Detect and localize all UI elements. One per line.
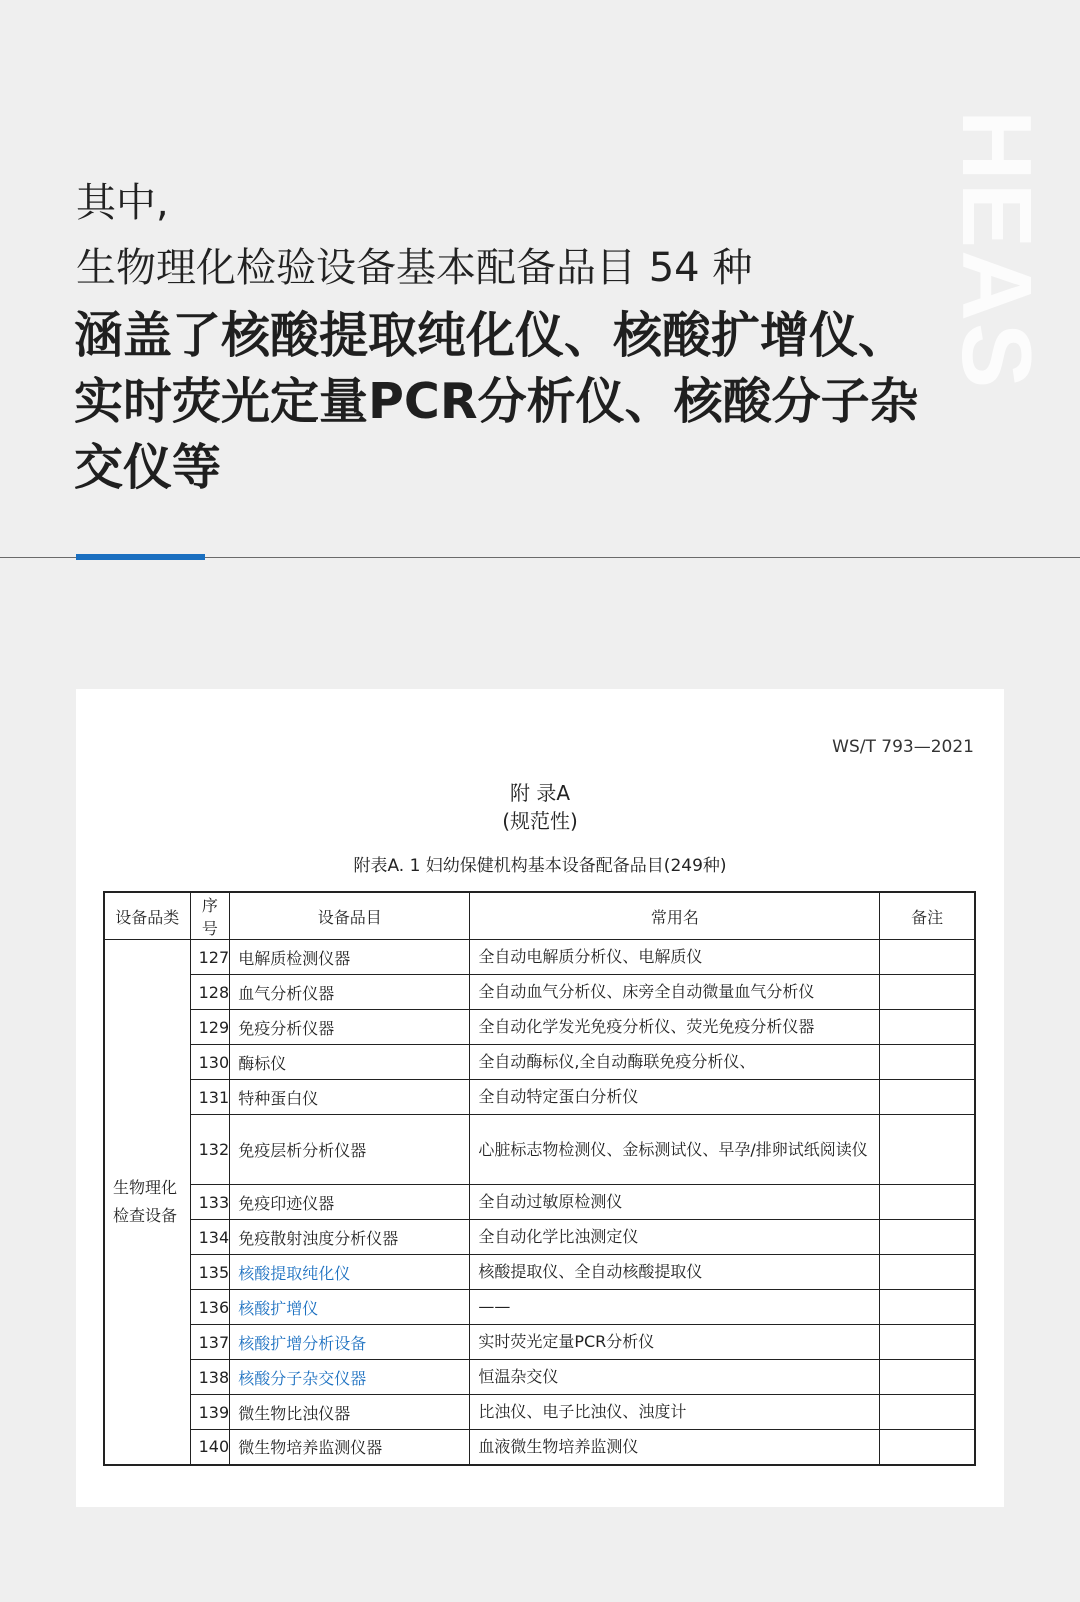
table-title: 附表A. 1 妇幼保健机构基本设备配备品目(249种) bbox=[353, 856, 727, 876]
remarks-cell bbox=[880, 1185, 975, 1220]
equipment-item: 血气分析仪器 bbox=[230, 975, 470, 1010]
remarks-cell bbox=[880, 1325, 975, 1360]
table-body bbox=[104, 940, 975, 1465]
table-row bbox=[104, 1220, 975, 1255]
row-number: 129 bbox=[190, 1010, 230, 1045]
table-row bbox=[104, 1395, 975, 1430]
common-name: 恒温杂交仪 bbox=[470, 1360, 880, 1395]
headline: 涵盖了核酸提取纯化仪、核酸扩增仪、实时荧光定量PCR分析仪、核酸分子杂交仪等 bbox=[74, 307, 919, 496]
equipment-item: 免疫层析分析仪器 bbox=[230, 1115, 470, 1185]
common-name: 全自动酶标仪,全自动酶联免疫分析仪、 bbox=[470, 1045, 880, 1080]
common-name: 全自动化学发光免疫分析仪、荧光免疫分析仪器 bbox=[470, 1010, 880, 1045]
remarks-cell bbox=[880, 1115, 975, 1185]
table-row bbox=[104, 1430, 975, 1465]
common-name: 核酸提取仪、全自动核酸提取仪 bbox=[470, 1255, 880, 1290]
table-row bbox=[104, 1080, 975, 1115]
row-number: 140 bbox=[190, 1430, 230, 1465]
row-number: 133 bbox=[190, 1185, 230, 1220]
common-name: 全自动血气分析仪、床旁全自动微量血气分析仪 bbox=[470, 975, 880, 1010]
table-row bbox=[104, 1045, 975, 1080]
table-row bbox=[104, 1325, 975, 1360]
common-name: 比浊仪、电子比浊仪、浊度计 bbox=[470, 1395, 880, 1430]
common-name: 全自动化学比浊测定仪 bbox=[470, 1220, 880, 1255]
row-number: 138 bbox=[190, 1360, 230, 1395]
row-number: 131 bbox=[190, 1080, 230, 1115]
row-number: 128 bbox=[190, 975, 230, 1010]
remarks-cell bbox=[880, 975, 975, 1010]
equipment-item-highlighted: 核酸扩增仪 bbox=[230, 1290, 470, 1325]
heas-watermark: HEAS bbox=[942, 110, 1052, 391]
equipment-item-highlighted: 核酸分子杂交仪器 bbox=[230, 1360, 470, 1395]
remarks-cell bbox=[880, 1360, 975, 1395]
equipment-item: 免疫分析仪器 bbox=[230, 1010, 470, 1045]
equipment-item: 免疫印迹仪器 bbox=[230, 1185, 470, 1220]
table-row bbox=[104, 1010, 975, 1045]
column-header-number: 序号 bbox=[190, 892, 230, 940]
remarks-cell bbox=[880, 1395, 975, 1430]
column-header-item: 设备品目 bbox=[230, 892, 470, 940]
table-row bbox=[104, 1115, 975, 1185]
equipment-item-highlighted: 核酸扩增分析设备 bbox=[230, 1325, 470, 1360]
remarks-cell bbox=[880, 1430, 975, 1465]
row-number: 135 bbox=[190, 1255, 230, 1290]
remarks-cell bbox=[880, 1255, 975, 1290]
remarks-cell bbox=[880, 1220, 975, 1255]
appendix-title: 附 录A bbox=[509, 781, 571, 805]
intro-line-1: 其中, bbox=[76, 180, 169, 226]
common-name: 实时荧光定量PCR分析仪 bbox=[470, 1325, 880, 1360]
accent-bar bbox=[76, 554, 205, 560]
equipment-item: 微生物比浊仪器 bbox=[230, 1395, 470, 1430]
table-row bbox=[104, 1255, 975, 1290]
table-row bbox=[104, 1290, 975, 1325]
remarks-cell bbox=[880, 940, 975, 975]
row-number: 134 bbox=[190, 1220, 230, 1255]
column-header-remarks: 备注 bbox=[880, 892, 975, 940]
row-number: 139 bbox=[190, 1395, 230, 1430]
equipment-item: 免疫散射浊度分析仪器 bbox=[230, 1220, 470, 1255]
appendix-subtitle: (规范性) bbox=[502, 809, 578, 833]
common-name: 心脏标志物检测仪、金标测试仪、早孕/排卵试纸阅读仪 bbox=[470, 1115, 880, 1185]
equipment-item: 微生物培养监测仪器 bbox=[230, 1430, 470, 1465]
remarks-cell bbox=[880, 1045, 975, 1080]
table-row bbox=[104, 940, 975, 975]
table-row bbox=[104, 1360, 975, 1395]
remarks-cell bbox=[880, 1080, 975, 1115]
common-name: 全自动过敏原检测仪 bbox=[470, 1185, 880, 1220]
row-number: 130 bbox=[190, 1045, 230, 1080]
remarks-cell bbox=[880, 1290, 975, 1325]
category-cell: 生物理化检查设备 bbox=[104, 940, 190, 1465]
equipment-table bbox=[103, 891, 976, 1466]
row-number: 127 bbox=[190, 940, 230, 975]
equipment-item: 特种蛋白仪 bbox=[230, 1080, 470, 1115]
remarks-cell bbox=[880, 1010, 975, 1045]
row-number: 137 bbox=[190, 1325, 230, 1360]
row-number: 136 bbox=[190, 1290, 230, 1325]
equipment-item: 酶标仪 bbox=[230, 1045, 470, 1080]
equipment-item-highlighted: 核酸提取纯化仪 bbox=[230, 1255, 470, 1290]
column-header-category: 设备品类 bbox=[104, 892, 190, 940]
document-card bbox=[76, 689, 1004, 1507]
table-row bbox=[104, 975, 975, 1010]
table-row bbox=[104, 1185, 975, 1220]
common-name: 全自动特定蛋白分析仪 bbox=[470, 1080, 880, 1115]
row-number: 132 bbox=[190, 1115, 230, 1185]
common-name: 全自动电解质分析仪、电解质仪 bbox=[470, 940, 880, 975]
intro-line-2: 生物理化检验设备基本配备品目 54 种 bbox=[76, 245, 753, 291]
standard-number: WS/T 793—2021 bbox=[832, 737, 974, 757]
common-name: —— bbox=[470, 1290, 880, 1325]
column-header-common-name: 常用名 bbox=[470, 892, 880, 940]
common-name: 血液微生物培养监测仪 bbox=[470, 1430, 880, 1465]
table-header-row bbox=[104, 892, 975, 940]
equipment-item: 电解质检测仪器 bbox=[230, 940, 470, 975]
